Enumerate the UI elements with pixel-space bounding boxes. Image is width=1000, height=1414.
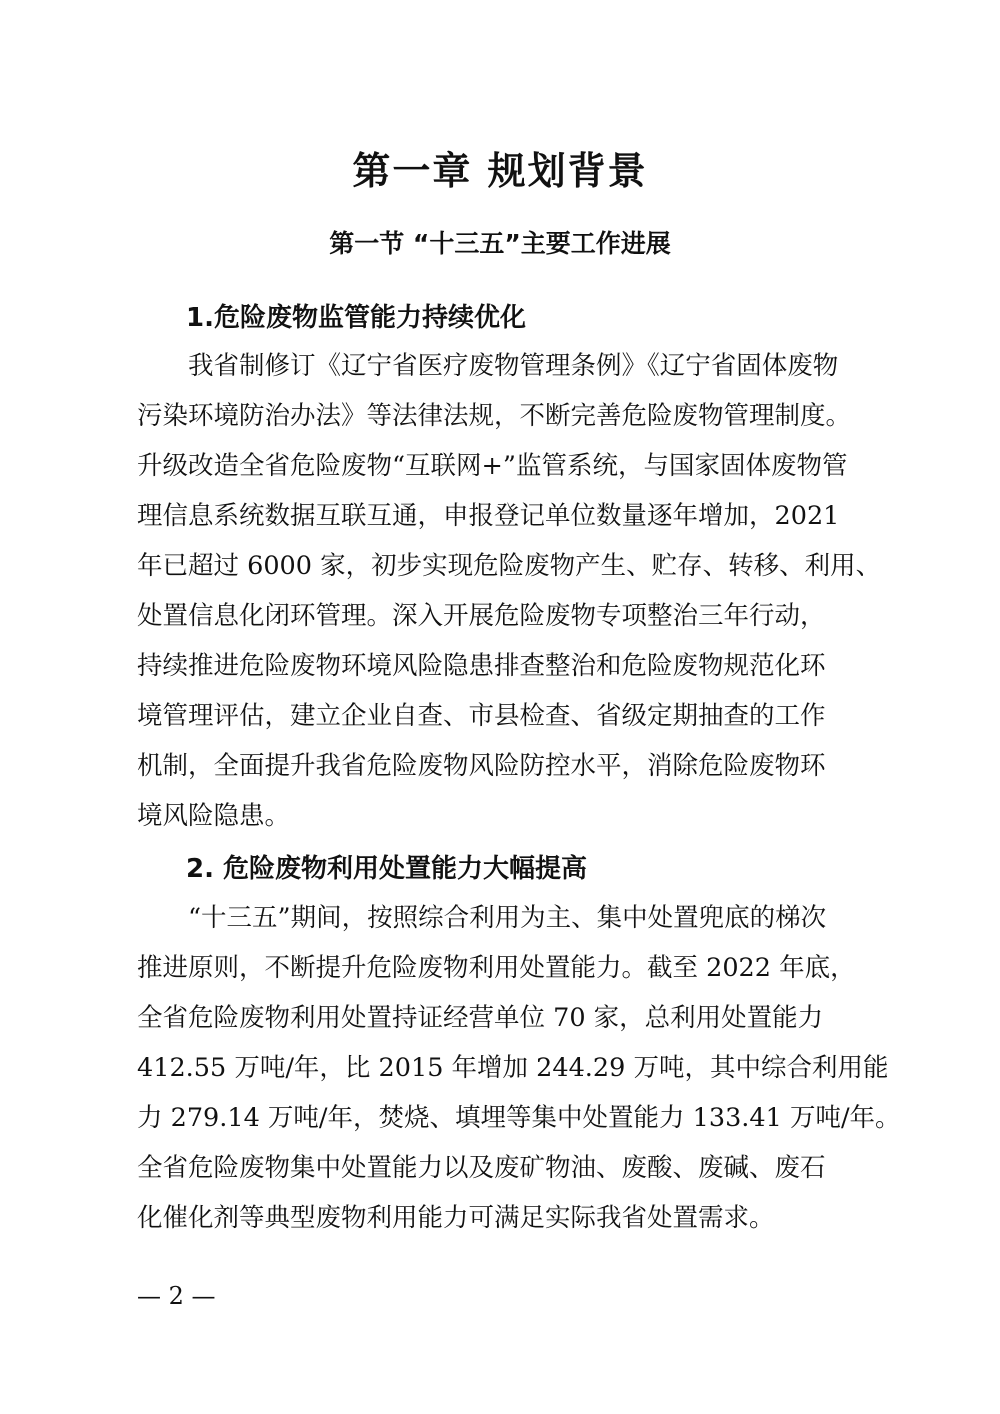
page-number: — 2 —: [137, 1282, 216, 1310]
paragraph-line: 年已超过 6000 家，初步实现危险废物产生、贮存、转移、利用、: [137, 551, 882, 581]
paragraph-line: 理信息系统数据互联互通，申报登记单位数量逐年增加，2021: [137, 501, 840, 531]
paragraph-line: 化催化剂等典型废物利用能力可满足实际我省处置需求。: [137, 1203, 775, 1233]
paragraph-line: 处置信息化闭环管理。深入开展危险废物专项整治三年行动，: [137, 601, 826, 631]
paragraph-line: 全省危险废物利用处置持证经营单位 70 家，总利用处置能力: [137, 1003, 824, 1033]
paragraph-line: 力 279.14 万吨/年，焚烧、填埋等集中处置能力 133.41 万吨/年。: [137, 1103, 901, 1133]
paragraph-line: 污染环境防治办法》等法律法规，不断完善危险废物管理制度。: [137, 401, 852, 431]
paragraph-line: “十三五”期间，按照综合利用为主、集中处置兜底的梯次: [137, 903, 827, 933]
paragraph-line: 我省制修订《辽宁省医疗废物管理条例》《辽宁省固体废物: [137, 351, 839, 381]
paragraph-line: 持续推进危险废物环境风险隐患排查整治和危险废物规范化环: [137, 651, 826, 681]
paragraph-2: [137, 893, 901, 1243]
paragraph-line: 境管理评估，建立企业自查、市县检查、省级定期抽查的工作: [137, 701, 826, 731]
chapter-title: 第一章 规划背景: [352, 149, 648, 193]
paragraph-1: [137, 341, 882, 841]
paragraph-line: 升级改造全省危险废物“互联网+”监管系统，与国家固体废物管: [137, 451, 848, 481]
paragraph-line: 机制，全面提升我省危险废物风险防控水平，消除危险废物环: [137, 751, 826, 781]
section-title: 第一节 “十三五”主要工作进展: [329, 229, 671, 258]
subsection-heading-2: 2. 危险废物利用处置能力大幅提高: [186, 854, 588, 884]
paragraph-line: 推进原则，不断提升危险废物利用处置能力。截至 2022 年底，: [137, 953, 856, 983]
paragraph-line: 全省危险废物集中处置能力以及废矿物油、废酸、废碱、废石: [137, 1153, 826, 1183]
paragraph-line: 412.55 万吨/年，比 2015 年增加 244.29 万吨，其中综合利用能: [137, 1053, 889, 1083]
subsection-heading-1: 1.危险废物监管能力持续优化: [186, 303, 526, 333]
paragraph-line: 境风险隐患。: [137, 801, 291, 831]
